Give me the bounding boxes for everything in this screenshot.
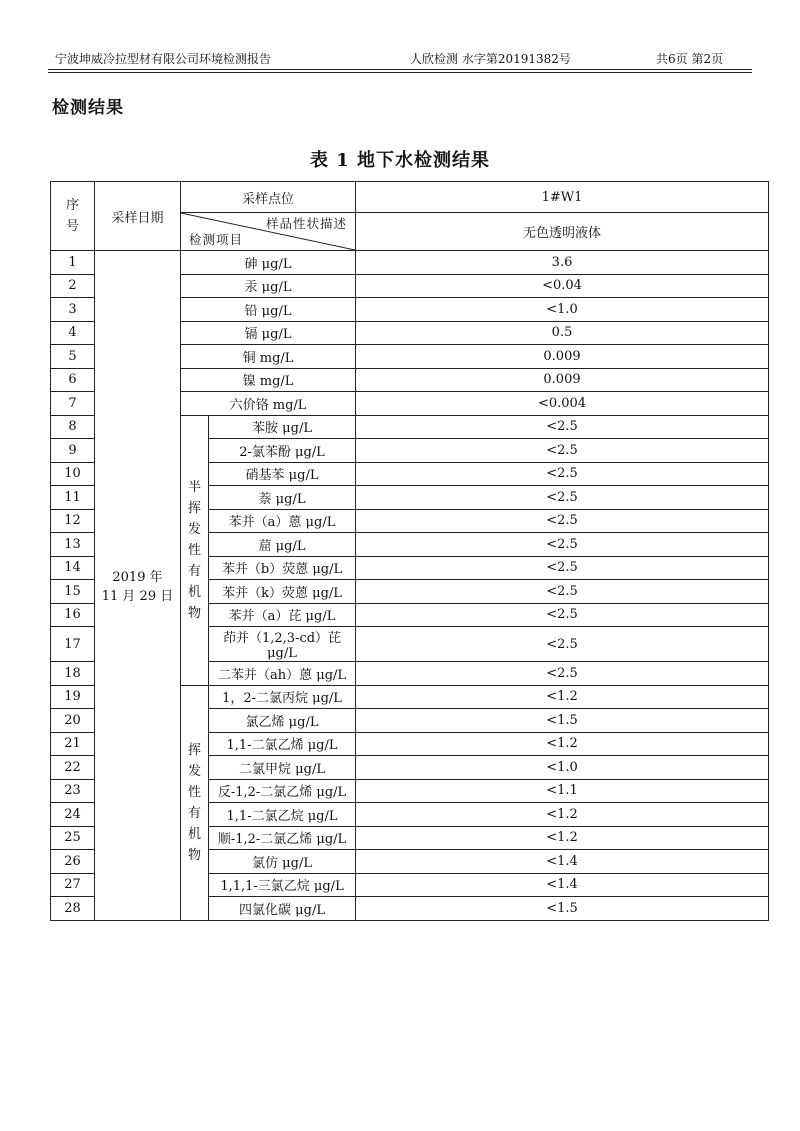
header-rule-top bbox=[48, 69, 752, 70]
test-value: <1.2 bbox=[356, 803, 769, 827]
row-number: 23 bbox=[51, 779, 95, 803]
row-number: 20 bbox=[51, 709, 95, 733]
test-value: <2.5 bbox=[356, 580, 769, 604]
row-number: 21 bbox=[51, 732, 95, 756]
sample-date bbox=[95, 251, 181, 921]
test-item: 苯并（a）芘 μg/L bbox=[209, 603, 356, 627]
group-volatile-label: 挥发性有机物 bbox=[187, 742, 201, 863]
test-value: <2.5 bbox=[356, 533, 769, 557]
test-item: 汞 μg/L bbox=[181, 274, 356, 298]
test-value: <2.5 bbox=[356, 556, 769, 580]
test-value: <0.004 bbox=[356, 392, 769, 416]
test-item: 氯仿 μg/L bbox=[209, 850, 356, 874]
test-value: <1.0 bbox=[356, 756, 769, 780]
test-item: 苯并（a）蒽 μg/L bbox=[209, 509, 356, 533]
row-number: 28 bbox=[51, 897, 95, 921]
row-number: 7 bbox=[51, 392, 95, 416]
test-value: 3.6 bbox=[356, 251, 769, 275]
test-value: <1.2 bbox=[356, 826, 769, 850]
test-item: 镍 mg/L bbox=[181, 368, 356, 392]
test-item: 2-氯苯酚 μg/L bbox=[209, 439, 356, 463]
test-item: 氯乙烯 μg/L bbox=[209, 709, 356, 733]
report-header-number: 人欣检测 水字第20191382号 bbox=[410, 52, 571, 66]
test-item: 1，2-二氯丙烷 μg/L bbox=[209, 685, 356, 709]
report-header-company: 宁波坤威冷拉型材有限公司环境检测报告 bbox=[55, 52, 272, 66]
test-item: 二氯甲烷 μg/L bbox=[209, 756, 356, 780]
header-diagonal-cell bbox=[181, 213, 356, 251]
test-item: 四氯化碳 μg/L bbox=[209, 897, 356, 921]
header-item: 检测项目 bbox=[189, 232, 244, 247]
test-item: 砷 μg/L bbox=[181, 251, 356, 275]
point-value: 1#W1 bbox=[356, 182, 769, 213]
header-seq: 序号 bbox=[51, 182, 95, 251]
test-value: <1.2 bbox=[356, 732, 769, 756]
test-item: 二苯并（ah）蒽 μg/L bbox=[209, 662, 356, 686]
test-value: <0.04 bbox=[356, 274, 769, 298]
row-number: 27 bbox=[51, 873, 95, 897]
row-number: 17 bbox=[51, 627, 95, 662]
test-item: 苯胺 μg/L bbox=[209, 415, 356, 439]
row-number: 13 bbox=[51, 533, 95, 557]
header-desc: 样品性状描述 bbox=[266, 216, 348, 231]
test-value: <2.5 bbox=[356, 509, 769, 533]
test-item: 反-1,2-二氯乙烯 μg/L bbox=[209, 779, 356, 803]
row-number: 10 bbox=[51, 462, 95, 486]
row-number: 25 bbox=[51, 826, 95, 850]
test-value: <2.5 bbox=[356, 415, 769, 439]
test-item: 铅 μg/L bbox=[181, 298, 356, 322]
test-item: 苯并（b）荧蒽 μg/L bbox=[209, 556, 356, 580]
row-number: 6 bbox=[51, 368, 95, 392]
test-value: <2.5 bbox=[356, 486, 769, 510]
test-value: <2.5 bbox=[356, 439, 769, 463]
report-header-page: 共6页 第2页 bbox=[656, 52, 724, 66]
test-value: <2.5 bbox=[356, 603, 769, 627]
row-number: 14 bbox=[51, 556, 95, 580]
test-item: 䓛 μg/L bbox=[209, 533, 356, 557]
sample-date-day: 11 月 29 日 bbox=[101, 589, 174, 605]
test-value: 0.009 bbox=[356, 368, 769, 392]
test-value: 0.5 bbox=[356, 321, 769, 345]
test-value: <2.5 bbox=[356, 462, 769, 486]
row-number: 12 bbox=[51, 509, 95, 533]
section-title: 检测结果 bbox=[52, 98, 124, 118]
test-value: <2.5 bbox=[356, 662, 769, 686]
test-item: 茚并（1,2,3-cd）芘 μg/L bbox=[209, 627, 356, 662]
test-item: 1,1-二氯乙烯 μg/L bbox=[209, 732, 356, 756]
test-value: <2.5 bbox=[356, 627, 769, 662]
test-value: <1.4 bbox=[356, 873, 769, 897]
row-number: 22 bbox=[51, 756, 95, 780]
row-number: 5 bbox=[51, 345, 95, 369]
test-item: 硝基苯 μg/L bbox=[209, 462, 356, 486]
row-number: 11 bbox=[51, 486, 95, 510]
test-item: 1,1-二氯乙烷 μg/L bbox=[209, 803, 356, 827]
row-number: 24 bbox=[51, 803, 95, 827]
test-value: <1.5 bbox=[356, 897, 769, 921]
test-item: 顺-1,2-二氯乙烯 μg/L bbox=[209, 826, 356, 850]
group-volatile bbox=[181, 685, 209, 920]
test-value: <1.0 bbox=[356, 298, 769, 322]
group-semi-volatile bbox=[181, 415, 209, 685]
row-number: 19 bbox=[51, 685, 95, 709]
desc-value: 无色透明液体 bbox=[356, 213, 769, 251]
row-number: 18 bbox=[51, 662, 95, 686]
test-value: <1.4 bbox=[356, 850, 769, 874]
row-number: 3 bbox=[51, 298, 95, 322]
header-rule-bottom bbox=[48, 72, 752, 73]
table-row bbox=[51, 251, 769, 275]
test-item: 1,1,1-三氯乙烷 μg/L bbox=[209, 873, 356, 897]
test-value: <1.5 bbox=[356, 709, 769, 733]
groundwater-results-table bbox=[50, 181, 769, 921]
row-number: 1 bbox=[51, 251, 95, 275]
row-number: 4 bbox=[51, 321, 95, 345]
header-date: 采样日期 bbox=[95, 182, 181, 251]
test-value: <1.2 bbox=[356, 685, 769, 709]
sample-date-year: 2019 年 bbox=[112, 570, 163, 586]
test-item: 萘 μg/L bbox=[209, 486, 356, 510]
row-number: 26 bbox=[51, 850, 95, 874]
test-item: 镉 μg/L bbox=[181, 321, 356, 345]
row-number: 2 bbox=[51, 274, 95, 298]
row-number: 15 bbox=[51, 580, 95, 604]
row-number: 16 bbox=[51, 603, 95, 627]
test-item: 铜 mg/L bbox=[181, 345, 356, 369]
test-value: <1.1 bbox=[356, 779, 769, 803]
test-item: 苯并（k）荧蒽 μg/L bbox=[209, 580, 356, 604]
test-value: 0.009 bbox=[356, 345, 769, 369]
row-number: 8 bbox=[51, 415, 95, 439]
test-item: 六价铬 mg/L bbox=[181, 392, 356, 416]
row-number: 9 bbox=[51, 439, 95, 463]
group-semi-volatile-label: 半挥发性有机物 bbox=[187, 479, 201, 621]
header-point: 采样点位 bbox=[181, 182, 356, 213]
table-title: 表 1 地下水检测结果 bbox=[309, 150, 491, 171]
